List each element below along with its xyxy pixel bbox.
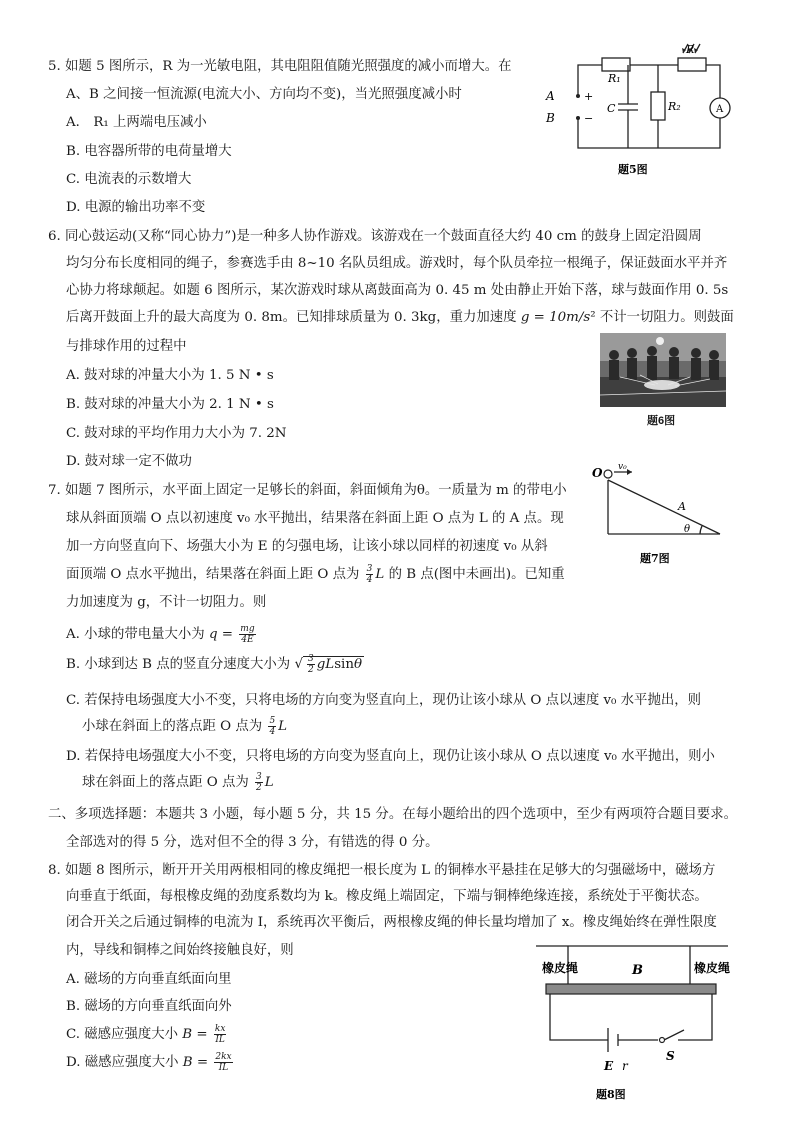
- q8-fig-label-b: B: [632, 963, 643, 978]
- q7-option-d-line1: D. 若保持电场强度大小不变，只将电场的方向变为竖直向上，现仍让该小球从 O 点以速度 v₀ 水平抛出，则小: [66, 749, 715, 764]
- q5-option-b: B. 电容器所带的电荷量增大: [66, 144, 232, 159]
- q6-line5: 与排球作用的过程中: [66, 339, 187, 354]
- q6-fig-caption: 题6图: [647, 415, 676, 427]
- q7-fig-label-a: A: [678, 500, 686, 513]
- q6-drum-game-photo: [600, 333, 726, 407]
- q5-option-d: D. 电源的输出功率不变: [66, 200, 206, 215]
- q6-line3: 心协力将球颠起。如题 6 图所示，某次游戏时球从离鼓面高为 0. 45 m 处由静止开始下落，球与鼓面作用 0. 5s: [66, 283, 729, 298]
- q5-fig-caption: 题5图: [618, 163, 648, 176]
- q6-option-a: A. 鼓对球的冲量大小为 1. 5 N • s: [66, 368, 274, 383]
- q7-fig-caption: 题7图: [640, 552, 670, 565]
- q7-line3: 加一方向竖直向下、场强大小为 E 的匀强电场，让该小球以同样的初速度 v₀ 从斜: [66, 539, 548, 554]
- q5-fig-minus: −: [584, 112, 594, 125]
- q5-line2: A、B 之间接一恒流源(电流大小、方向均不变)，当光照强度减小时: [66, 87, 462, 102]
- q8-fig-rope-right: 橡皮绳: [694, 961, 731, 975]
- q6-line1: 6. 同心鼓运动(又称“同心协力”)是一种多人协作游戏。该游戏在一个鼓面直径大约 40 cm 的鼓身上固定沿圆周: [48, 229, 702, 244]
- q8-line4: 内，导线和铜棒之间始终接触良好，则: [66, 943, 294, 958]
- q8-option-d: D. 磁感应强度大小 B = $\frac{2kx}{IL}$: [66, 1052, 232, 1073]
- q5-option-a: A． R₁ 上两端电压减小: [66, 115, 207, 130]
- q7-line2: 球从斜面顶端 O 点以初速度 v₀ 水平抛出，结果落在斜面上距 O 点为 L 的 A 点。现: [66, 511, 564, 526]
- q8-fig-label-e: E: [604, 1059, 614, 1073]
- q5-circuit-figure: [540, 40, 740, 182]
- q7-option-c-line1: C. 若保持电场强度大小不变，只将电场的方向变为竖直向上，现仍让该小球从 O 点以速度 v₀ 水平抛出，则: [66, 693, 702, 708]
- q5-option-c: C. 电流表的示数增大: [66, 172, 192, 187]
- q8-fig-label-r: r: [622, 1059, 628, 1073]
- q8-fig-label-s: S: [666, 1049, 675, 1063]
- q7-option-a: A. 小球的带电量大小为 q = $\frac{mg}{4E}$: [66, 624, 255, 645]
- q7-option-d-line2: 球在斜面上的落点距 O 点为 $\frac{3}{2}$ L: [82, 772, 274, 793]
- q7-line5: 力加速度为 g，不计一切阻力。则: [66, 595, 267, 610]
- q5-fig-plus: +: [584, 90, 594, 103]
- q5-fig-label-b: B: [546, 111, 555, 125]
- q6-option-c: C. 鼓对球的平均作用力大小为 7. 2N: [66, 426, 287, 441]
- q5-fig-label-c: C: [607, 102, 616, 115]
- q7-fig-label-theta: θ: [684, 524, 691, 535]
- q6-option-b: B. 鼓对球的冲量大小为 2. 1 N • s: [66, 397, 274, 412]
- q8-line2: 向垂直于纸面，每根橡皮绳的劲度系数均为 k。橡皮绳上端固定，下端与铜棒绝缘连接，系统处于平衡状态。: [66, 889, 708, 904]
- q7-line1: 7. 如题 7 图所示，水平面上固定一足够长的斜面，斜面倾角为θ。一质量为 m 的带电小: [48, 483, 567, 498]
- section2-scoring: 全部选对的得 5 分，选对但不全的得 3 分，有错选的得 0 分。: [66, 835, 439, 850]
- q7-option-c-line2: 小球在斜面上的落点距 O 点为 $\frac{5}{4}$ L: [82, 716, 288, 737]
- q8-line3: 闭合开关之后通过铜棒的电流为 I，系统再次平衡后，两根橡皮绳的伸长量均增加了 x。橡皮绳始终在弹性限度: [66, 915, 717, 930]
- q8-fig-rope-left: 橡皮绳: [542, 961, 579, 975]
- sqrt-expression: √ $\frac{3}{2}$ gLsinθ: [294, 654, 363, 675]
- q8-line1: 8. 如题 8 图所示，断开开关用两根相同的橡皮绳把一根长度为 L 的铜棒水平悬挂在足够大的匀强磁场中，磁场方: [48, 863, 716, 878]
- q8-option-b: B. 磁场的方向垂直纸面向外: [66, 999, 232, 1014]
- q7-fig-label-o: O: [592, 466, 603, 480]
- q6-option-d: D. 鼓对球一定不做功: [66, 454, 192, 469]
- q7-incline-figure: [588, 458, 728, 570]
- q7-fig-label-v0: v₀: [618, 462, 627, 472]
- q6-line2: 均匀分布长度相同的绳子，参赛选手由 8~10 名队员组成。游戏时，每个队员牵拉一根绳子，保证鼓面水平并齐: [66, 256, 728, 271]
- q7-option-b: B. 小球到达 B 点的竖直分速度大小为 √ $\frac{3}{2}$ gLsinθ: [66, 654, 363, 675]
- q8-option-a: A. 磁场的方向垂直纸面向里: [66, 972, 232, 987]
- q8-option-c: C. 磁感应强度大小 B = $\frac{kx}{IL}$: [66, 1024, 226, 1045]
- q5-fig-ammeter-label: A: [716, 104, 724, 115]
- q5-line1: 5. 如题 5 图所示，R 为一光敏电阻，其电阻阻值随光照强度的减小而增大。在: [48, 59, 512, 74]
- q5-fig-label-r1: R₁: [608, 72, 621, 85]
- q5-fig-label-r: R: [686, 43, 695, 56]
- q5-fig-label-a: A: [546, 89, 555, 103]
- q6-line4: 后离开鼓面上升的最大高度为 0. 8m。已知排球质量为 0. 3kg，重力加速度 g = 10m/s² 不计一切阻力。则鼓面: [66, 310, 734, 325]
- section2-heading: 二、多项选择题：本题共 3 小题，每小题 5 分，共 15 分。在每小题给出的四个选项中，至少有两项符合题目要求。: [48, 807, 737, 822]
- q7-line4: 面顶端 O 点水平抛出，结果落在斜面上距 O 点为 $\frac{3}{4}$ L 的 B 点(图中未画出)。已知重: [66, 564, 565, 585]
- q8-fig-caption: 题8图: [596, 1088, 626, 1101]
- q8-magnetic-figure: [528, 938, 738, 1108]
- q5-fig-label-r2: R₂: [668, 100, 681, 113]
